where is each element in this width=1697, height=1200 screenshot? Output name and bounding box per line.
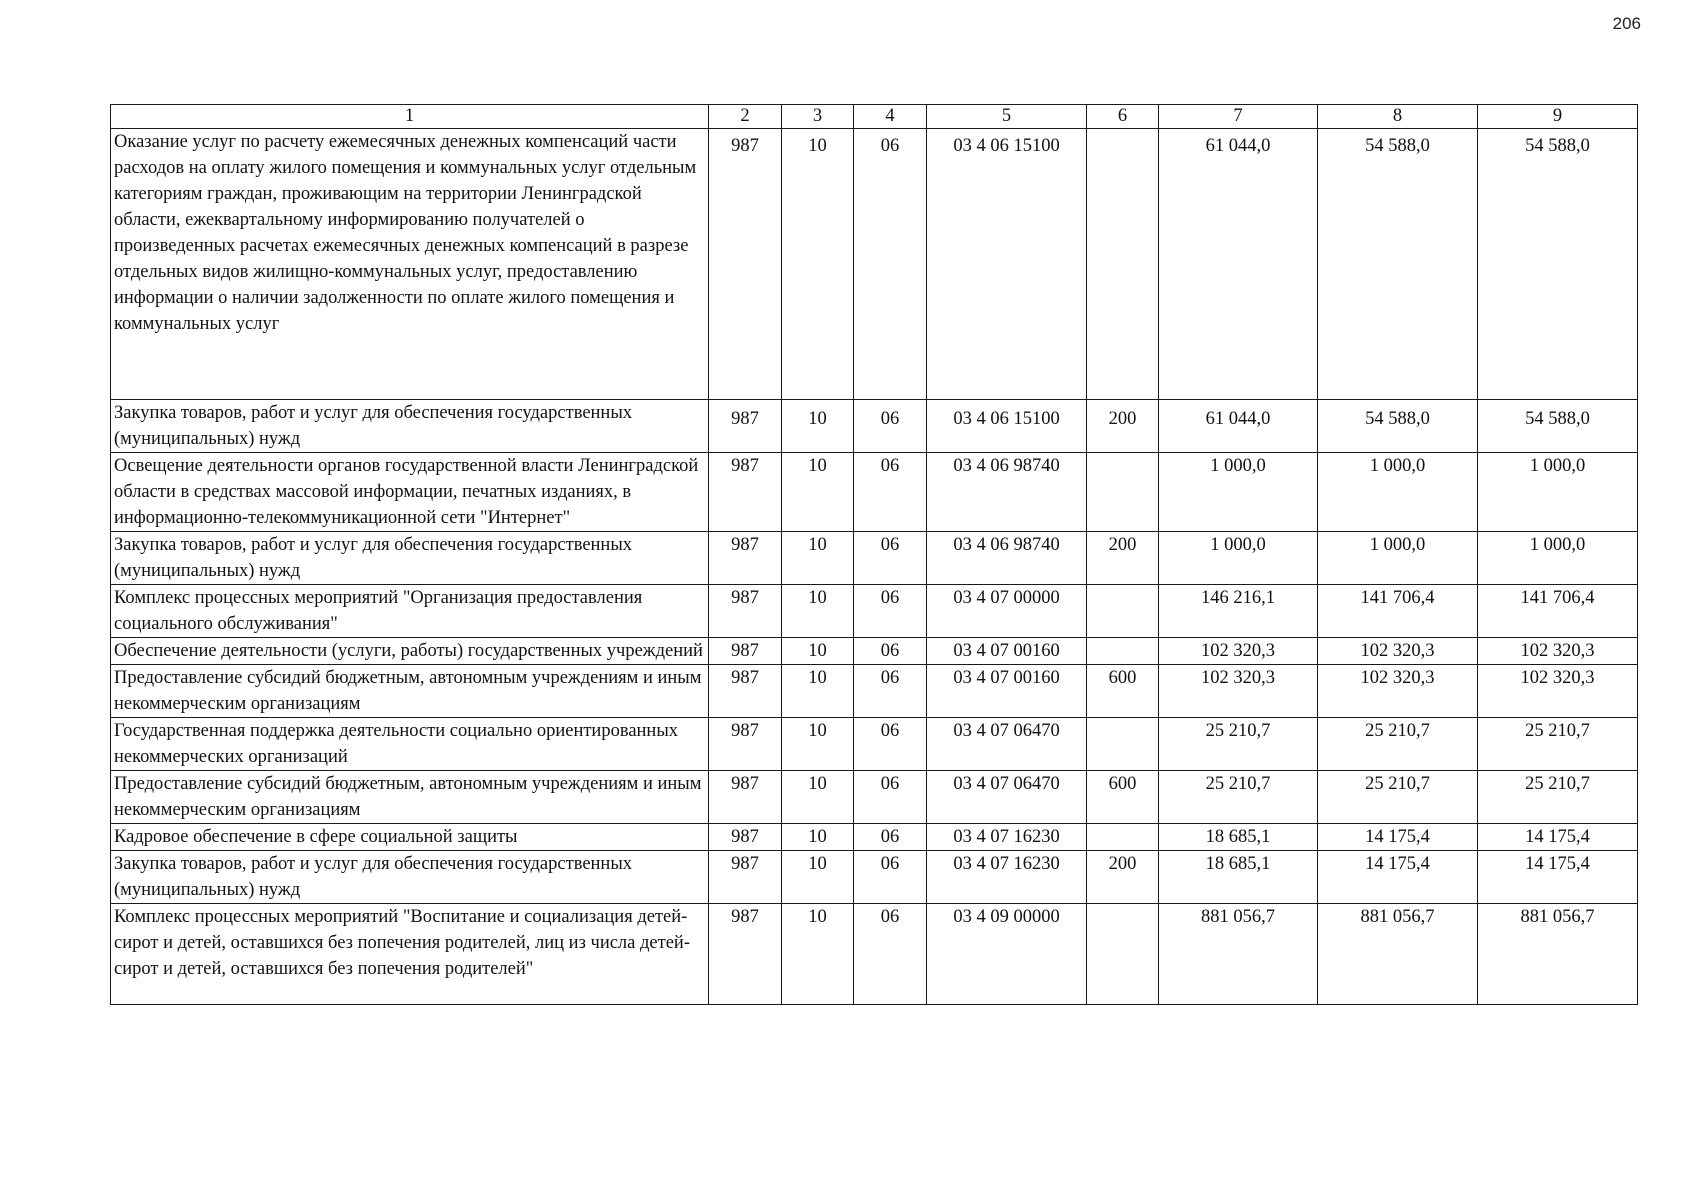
header-cell: 4 [854, 105, 927, 129]
cell-target: 03 4 07 16230 [927, 851, 1087, 904]
cell-admin: 987 [709, 665, 782, 718]
cell-kind [1087, 585, 1159, 638]
cell-sum-1: 18 685,1 [1159, 851, 1318, 904]
table-row [111, 771, 1638, 824]
cell-section: 10 [782, 665, 854, 718]
row-name: Оказание услуг по расчету ежемесячных денежных компенсаций части расходов на оплату жилого помещения и коммунальных услуг отдельным категориям граждан, проживающим на территории Ленинградской области, ежеквартальному информированию получателей о произведенных расчетах ежемесячных денежных компенсаций в разрезе отдельных видов жилищно-коммунальных услуг, предоставлению информации о наличии задолженности по оплате жилого помещения и коммунальных услуг [111, 129, 709, 400]
table-row [111, 129, 1638, 400]
table-row [111, 532, 1638, 585]
row-name: Закупка товаров, работ и услуг для обеспечения государственных (муниципальных) нужд [111, 532, 709, 585]
cell-sum-1: 18 685,1 [1159, 824, 1318, 851]
cell-kind [1087, 718, 1159, 771]
row-name: Закупка товаров, работ и услуг для обеспечения государственных (муниципальных) нужд [111, 851, 709, 904]
cell-sum-1: 102 320,3 [1159, 665, 1318, 718]
cell-target: 03 4 06 98740 [927, 532, 1087, 585]
cell-sum-2: 14 175,4 [1318, 824, 1478, 851]
cell-sum-3: 1 000,0 [1478, 532, 1638, 585]
cell-sum-2: 14 175,4 [1318, 851, 1478, 904]
cell-sum-3: 1 000,0 [1478, 453, 1638, 532]
cell-section: 10 [782, 638, 854, 665]
cell-sum-2: 54 588,0 [1318, 400, 1478, 453]
cell-sum-1: 1 000,0 [1159, 532, 1318, 585]
row-name: Закупка товаров, работ и услуг для обеспечения государственных (муниципальных) нужд [111, 400, 709, 453]
table-row [111, 585, 1638, 638]
cell-section: 10 [782, 532, 854, 585]
cell-sum-3: 54 588,0 [1478, 400, 1638, 453]
cell-subsection: 06 [854, 400, 927, 453]
cell-kind [1087, 129, 1159, 400]
header-cell: 1 [111, 105, 709, 129]
cell-kind [1087, 638, 1159, 665]
cell-sum-2: 102 320,3 [1318, 665, 1478, 718]
cell-section: 10 [782, 453, 854, 532]
cell-kind: 200 [1087, 851, 1159, 904]
cell-admin: 987 [709, 904, 782, 1005]
cell-sum-1: 61 044,0 [1159, 400, 1318, 453]
table-row [111, 824, 1638, 851]
cell-section: 10 [782, 129, 854, 400]
header-cell: 5 [927, 105, 1087, 129]
table-row [111, 665, 1638, 718]
cell-sum-1: 146 216,1 [1159, 585, 1318, 638]
header-cell: 7 [1159, 105, 1318, 129]
header-cell: 8 [1318, 105, 1478, 129]
budget-table [110, 104, 1638, 1005]
cell-admin: 987 [709, 453, 782, 532]
table-body [111, 129, 1638, 1005]
header-row [111, 105, 1638, 129]
cell-target: 03 4 07 00160 [927, 665, 1087, 718]
cell-subsection: 06 [854, 665, 927, 718]
cell-admin: 987 [709, 638, 782, 665]
cell-subsection: 06 [854, 904, 927, 1005]
cell-kind [1087, 824, 1159, 851]
header-cell: 2 [709, 105, 782, 129]
cell-subsection: 06 [854, 585, 927, 638]
header-cell: 9 [1478, 105, 1638, 129]
cell-admin: 987 [709, 585, 782, 638]
header-cell: 6 [1087, 105, 1159, 129]
row-name: Предоставление субсидий бюджетным, автономным учреждениям и иным некоммерческим организациям [111, 771, 709, 824]
cell-section: 10 [782, 824, 854, 851]
cell-section: 10 [782, 585, 854, 638]
row-name: Кадровое обеспечение в сфере социальной защиты [111, 824, 709, 851]
cell-sum-1: 102 320,3 [1159, 638, 1318, 665]
cell-admin: 987 [709, 771, 782, 824]
cell-subsection: 06 [854, 851, 927, 904]
cell-admin: 987 [709, 400, 782, 453]
cell-sum-2: 25 210,7 [1318, 771, 1478, 824]
cell-admin: 987 [709, 718, 782, 771]
cell-sum-3: 102 320,3 [1478, 665, 1638, 718]
cell-subsection: 06 [854, 532, 927, 585]
page-number: 206 [1612, 14, 1641, 33]
cell-sum-1: 881 056,7 [1159, 904, 1318, 1005]
cell-subsection: 06 [854, 638, 927, 665]
cell-sum-1: 1 000,0 [1159, 453, 1318, 532]
cell-sum-3: 54 588,0 [1478, 129, 1638, 400]
cell-section: 10 [782, 851, 854, 904]
table-row [111, 638, 1638, 665]
cell-target: 03 4 07 06470 [927, 718, 1087, 771]
cell-sum-1: 25 210,7 [1159, 771, 1318, 824]
cell-sum-3: 141 706,4 [1478, 585, 1638, 638]
cell-subsection: 06 [854, 824, 927, 851]
cell-section: 10 [782, 904, 854, 1005]
row-name: Государственная поддержка деятельности социально ориентированных некоммерческих организаций [111, 718, 709, 771]
cell-kind: 600 [1087, 771, 1159, 824]
cell-sum-2: 141 706,4 [1318, 585, 1478, 638]
cell-sum-1: 25 210,7 [1159, 718, 1318, 771]
cell-target: 03 4 06 15100 [927, 129, 1087, 400]
cell-target: 03 4 07 00160 [927, 638, 1087, 665]
cell-target: 03 4 09 00000 [927, 904, 1087, 1005]
cell-admin: 987 [709, 129, 782, 400]
cell-target: 03 4 07 00000 [927, 585, 1087, 638]
cell-subsection: 06 [854, 718, 927, 771]
cell-sum-2: 102 320,3 [1318, 638, 1478, 665]
cell-kind [1087, 453, 1159, 532]
table-row [111, 851, 1638, 904]
row-name: Комплекс процессных мероприятий "Организация предоставления социального обслуживания" [111, 585, 709, 638]
cell-subsection: 06 [854, 453, 927, 532]
row-name: Обеспечение деятельности (услуги, работы) государственных учреждений [111, 638, 709, 665]
cell-sum-2: 25 210,7 [1318, 718, 1478, 771]
cell-section: 10 [782, 718, 854, 771]
cell-admin: 987 [709, 851, 782, 904]
cell-sum-2: 881 056,7 [1318, 904, 1478, 1005]
cell-section: 10 [782, 771, 854, 824]
cell-subsection: 06 [854, 129, 927, 400]
cell-target: 03 4 06 98740 [927, 453, 1087, 532]
cell-kind: 200 [1087, 400, 1159, 453]
cell-target: 03 4 07 16230 [927, 824, 1087, 851]
cell-sum-2: 1 000,0 [1318, 453, 1478, 532]
cell-target: 03 4 07 06470 [927, 771, 1087, 824]
cell-sum-3: 102 320,3 [1478, 638, 1638, 665]
header-cell: 3 [782, 105, 854, 129]
table-row [111, 400, 1638, 453]
row-name: Предоставление субсидий бюджетным, автономным учреждениям и иным некоммерческим организациям [111, 665, 709, 718]
table-row [111, 453, 1638, 532]
cell-sum-3: 25 210,7 [1478, 718, 1638, 771]
cell-sum-1: 61 044,0 [1159, 129, 1318, 400]
cell-target: 03 4 06 15100 [927, 400, 1087, 453]
cell-kind [1087, 904, 1159, 1005]
cell-section: 10 [782, 400, 854, 453]
table-row [111, 718, 1638, 771]
row-name: Комплекс процессных мероприятий "Воспитание и социализация детей-сирот и детей, оставшихся без попечения родителей, лиц из числа детей-сирот и детей, оставшихся без попечения родителей" [111, 904, 709, 1005]
table-row [111, 904, 1638, 1005]
cell-sum-2: 1 000,0 [1318, 532, 1478, 585]
cell-sum-3: 881 056,7 [1478, 904, 1638, 1005]
cell-sum-2: 54 588,0 [1318, 129, 1478, 400]
cell-admin: 987 [709, 824, 782, 851]
cell-subsection: 06 [854, 771, 927, 824]
row-name: Освещение деятельности органов государственной власти Ленинградской области в средствах массовой информации, печатных изданиях, в информационно-телекоммуникационной сети "Интернет" [111, 453, 709, 532]
cell-sum-3: 14 175,4 [1478, 824, 1638, 851]
cell-kind: 600 [1087, 665, 1159, 718]
cell-admin: 987 [709, 532, 782, 585]
cell-kind: 200 [1087, 532, 1159, 585]
cell-sum-3: 25 210,7 [1478, 771, 1638, 824]
cell-sum-3: 14 175,4 [1478, 851, 1638, 904]
